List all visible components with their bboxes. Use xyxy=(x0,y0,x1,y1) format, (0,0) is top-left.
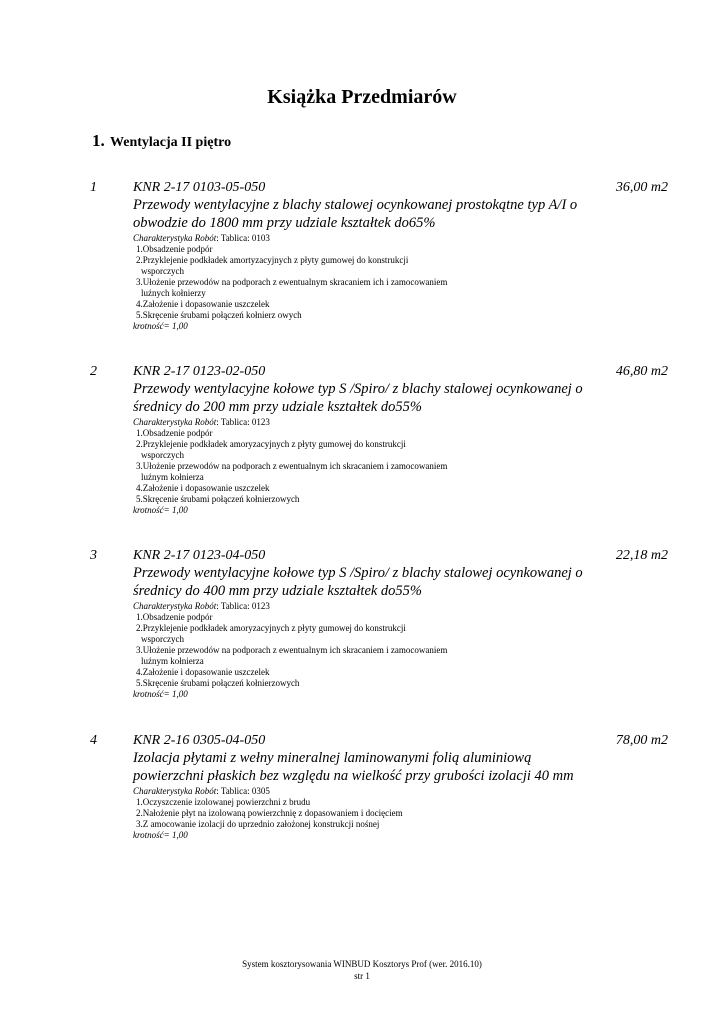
item-code: KNR 2-16 0305-04-050 xyxy=(133,733,266,748)
item-characteristics: Charakterystyka Robót: Tablica: 0123 xyxy=(133,601,270,611)
item-steps: 1.Obsadzenie podpór 2.Przyklejenie podkładek amortyzacyjnych z płyty gumowej do konstrukcji wsporczych 3.Ułożenie przewodów na podporach z ewentualnym skracaniem ich i zamocowaniem luźnych kołnierzy 4.Założenie i dopasowanie uszczelek 5.Skręcenie śrubami połączeń kołnierz owych xyxy=(136,244,448,320)
item-number: 4 xyxy=(90,733,97,748)
item-code: KNR 2-17 0103-05-050 xyxy=(133,180,266,195)
section-heading xyxy=(92,131,231,151)
item-characteristics: Charakterystyka Robót: Tablica: 0123 xyxy=(133,417,270,427)
item-description: Przewody wentylacyjne kołowe typ S /Spiro/ z blachy stalowej ocynkowanej o średnicy do 400 mm przy udziale kształtek do55% xyxy=(133,565,583,599)
page-number: str 1 xyxy=(354,971,370,981)
document-title: Książka Przedmiarów xyxy=(267,86,457,108)
footer-software: System kosztorysowania WINBUD Kosztorys Prof (wer. 2016.10) xyxy=(242,959,482,969)
item-number: 3 xyxy=(90,548,97,563)
item-quantity: 36,00 m2 xyxy=(615,180,668,195)
item-code: KNR 2-17 0123-04-050 xyxy=(133,548,266,563)
item-multiplier: krotność= 1,00 xyxy=(133,321,188,331)
item-multiplier: krotność= 1,00 xyxy=(133,505,188,515)
item-description: Przewody wentylacyjne kołowe typ S /Spiro/ z blachy stalowej ocynkowanej o średnicy do 200 mm przy udziale kształtek do55% xyxy=(133,381,583,415)
item-description: Izolacja płytami z wełny mineralnej laminowanymi folią aluminiową powierzchni płaskich bez względu na wielkość przy grubości izolacji 40 mm xyxy=(133,750,574,784)
item-quantity: 46,80 m2 xyxy=(615,364,668,379)
item-code: KNR 2-17 0123-02-050 xyxy=(133,364,266,379)
item-number: 2 xyxy=(90,364,97,379)
section-title: Wentylacja II piętro xyxy=(110,135,232,150)
item-steps: 1.Obsadzenie podpór 2.Przyklejenie podkładek amoryzacyjnych z płyty gumowej do konstrukcji wsporczych 3.Ułożenie przewodów na podporach z ewentualnym ich skracaniem i zamocowaniem luźnym kołnierza 4.Założenie i dopasowanie uszczelek 5.Skręcenie śrubami połączeń kołnierzowych xyxy=(136,428,448,504)
page-footer xyxy=(0,958,724,982)
item-quantity: 78,00 m2 xyxy=(615,733,668,748)
item-steps: 1.Obsadzenie podpór 2.Przyklejenie podkładek amoryzacyjnych z płyty gumowej do konstrukcji wsporczych 3.Ułożenie przewodów na podporach z ewentualnym ich skracaniem i zamocowaniem luźnym kołnierza 4.Założenie i dopasowanie uszczelek 5.Skręcenie śrubami połączeń kołnierzowych xyxy=(136,612,448,688)
item-characteristics: Charakterystyka Robót: Tablica: 0103 xyxy=(133,233,270,243)
item-characteristics: Charakterystyka Robót: Tablica: 0305 xyxy=(133,786,270,796)
item-number: 1 xyxy=(90,180,97,195)
item-multiplier: krotność= 1,00 xyxy=(133,830,188,840)
section-number: 1. xyxy=(92,131,105,150)
item-description: Przewody wentylacyjne z blachy stalowej ocynkowanej prostokątne typ A/I o obwodzie do 1800 mm przy udziale kształtek do65% xyxy=(133,197,578,231)
item-quantity: 22,18 m2 xyxy=(615,548,668,563)
item-multiplier: krotność= 1,00 xyxy=(133,689,188,699)
item-steps: 1.Oczyszczenie izolowanej powierzchni z brudu 2.Nałożenie płyt na izolowaną powierzchnię z dopasowaniem i docięciem 3.Z amocowanie izolacji do uprzednio założonej konstrukcji nośnej xyxy=(136,797,403,829)
